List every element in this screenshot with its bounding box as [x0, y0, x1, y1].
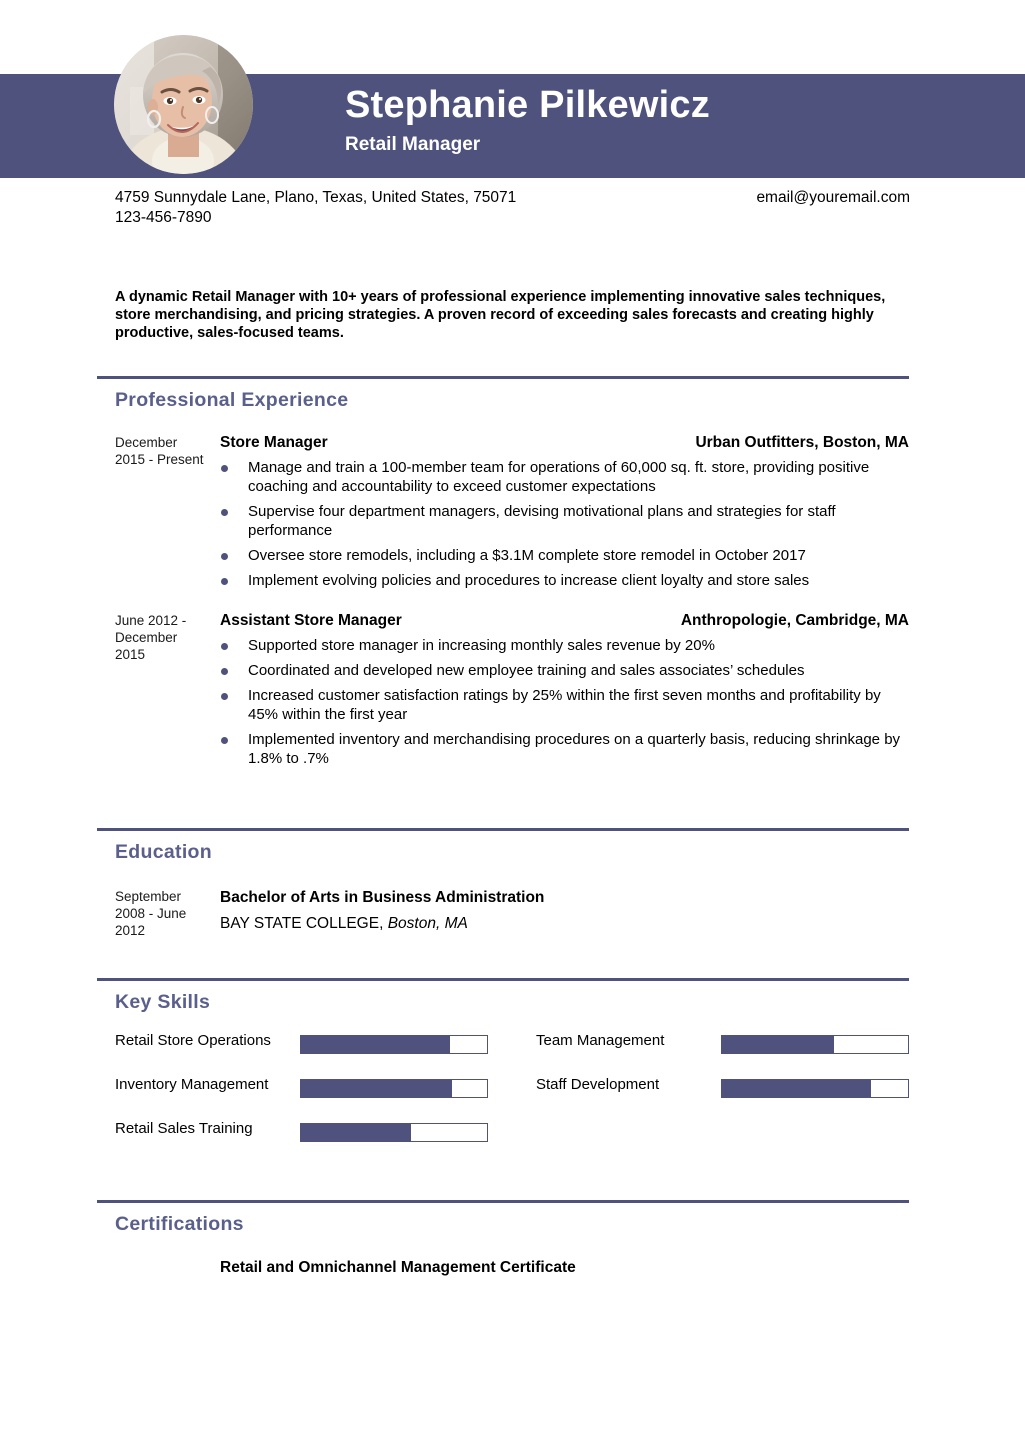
list-item: Supported store manager in increasing monthly sales revenue by 20% [220, 636, 909, 655]
job-title: Retail Manager [345, 133, 481, 155]
section-divider [97, 376, 909, 379]
education-entry [115, 888, 909, 938]
list-item: Oversee store remodels, including a $3.1M complete store remodel in October 2017 [220, 546, 909, 565]
skill-bar-fill [722, 1080, 871, 1097]
skill-label: Retail Store Operations [115, 1032, 271, 1049]
education-degree: Bachelor of Arts in Business Administration [220, 889, 545, 906]
contact-address: 4759 Sunnydale Lane, Plano, Texas, United States, 75071 [115, 189, 517, 206]
summary-text: A dynamic Retail Manager with 10+ years of professional experience implementing innovative sales techniques, store merchandising, and pricing strategies. A proven record of exceeding sales forecasts and creating highly productive, sales-focused teams. [115, 289, 886, 341]
list-item: Manage and train a 100-member team for operations of 60,000 sq. ft. store, providing positive coaching and accountability to exceed customer expectations [220, 458, 909, 496]
experience-bullets [220, 636, 909, 768]
list-item: Coordinated and developed new employee training and sales associates’ schedules [220, 661, 909, 680]
skill-row [536, 1032, 1016, 1074]
contact-email[interactable]: email@youremail.com [756, 189, 910, 206]
education-school-name: BAY STATE COLLEGE [220, 915, 380, 932]
experience-entry [115, 612, 909, 768]
section-title-education: Education [115, 841, 212, 863]
skill-row [115, 1032, 595, 1074]
skill-bar-fill [301, 1080, 452, 1097]
contact-block [115, 188, 910, 228]
skill-bar-fill [301, 1124, 411, 1141]
certification-item: Retail and Omnichannel Management Certificate [220, 1259, 576, 1276]
education-location: Boston, MA [387, 915, 468, 932]
portrait-photo-icon [114, 35, 253, 174]
skill-bar-fill [301, 1036, 450, 1053]
skill-label: Team Management [536, 1032, 665, 1049]
skill-bar [721, 1079, 909, 1098]
skill-bar [300, 1123, 488, 1142]
experience-bullets [220, 458, 909, 590]
skill-row [536, 1076, 1016, 1118]
name-block [345, 86, 985, 156]
section-title-certifications: Certifications [115, 1213, 244, 1235]
section-title-experience: Professional Experience [115, 389, 349, 411]
experience-dates: December 2015 - Present [115, 435, 204, 467]
experience-dates: June 2012 - December 2015 [115, 613, 187, 662]
avatar [114, 35, 253, 174]
skill-bar-fill [722, 1036, 834, 1053]
skill-label: Staff Development [536, 1076, 660, 1093]
skill-bar [300, 1079, 488, 1098]
experience-company: Anthropologie, Cambridge, MA [680, 612, 909, 629]
experience-role: Store Manager [220, 434, 328, 451]
education-school-separator: , [379, 915, 388, 932]
skill-bar [300, 1035, 488, 1054]
skills-grid [115, 1032, 909, 1172]
skill-label: Inventory Management [115, 1076, 269, 1093]
section-divider [97, 828, 909, 831]
page-title: Stephanie Pilkewicz [345, 84, 710, 126]
experience-role: Assistant Store Manager [220, 612, 402, 629]
section-key-skills [97, 978, 909, 1172]
list-item: Supervise four department managers, devising motivational plans and strategies for staff performance [220, 502, 909, 540]
list-item: Implemented inventory and merchandising procedures on a quarterly basis, reducing shrinkage by 1.8% to .7% [220, 730, 909, 768]
section-divider [97, 978, 909, 981]
section-education [97, 828, 909, 938]
skill-label: Retail Sales Training [115, 1120, 253, 1137]
experience-company: Urban Outfitters, Boston, MA [695, 434, 909, 451]
education-school [220, 913, 909, 935]
skill-row [115, 1120, 595, 1162]
list-item: Implement evolving policies and procedures to increase client loyalty and store sales [220, 571, 909, 590]
contact-right [756, 188, 910, 208]
list-item: Increased customer satisfaction ratings by 25% within the first seven months and profitability by 45% within the first year [220, 686, 909, 724]
education-dates: September 2008 - June 2012 [115, 889, 187, 938]
experience-entry [115, 434, 909, 590]
section-divider [97, 1200, 909, 1203]
contact-phone: 123-456-7890 [115, 209, 212, 226]
section-certifications [97, 1200, 909, 1277]
contact-left [115, 188, 585, 228]
section-title-skills: Key Skills [115, 991, 211, 1013]
skill-bar [721, 1035, 909, 1054]
skill-row [115, 1076, 595, 1118]
section-professional-experience [97, 376, 909, 774]
